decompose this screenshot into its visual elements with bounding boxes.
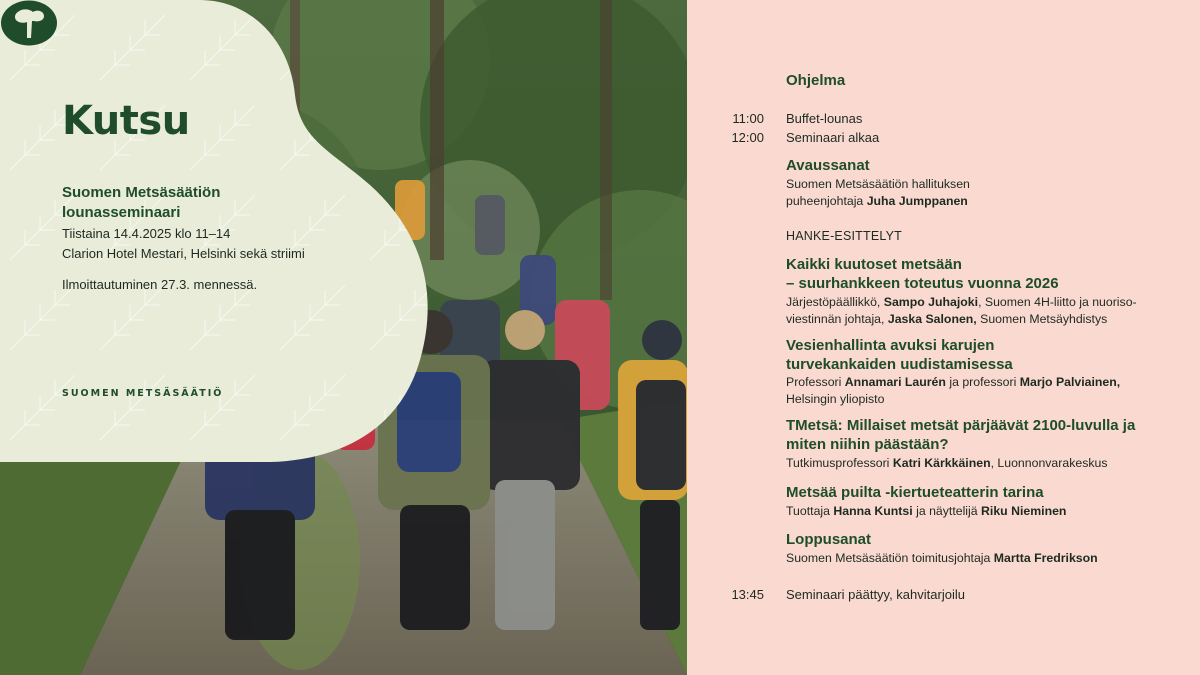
talk-title: Metsää puilta -kiertueteatterin tarina (786, 484, 1044, 501)
speaker-affiliation: , Luonnonvarakeskus (990, 456, 1108, 470)
closing-speaker (786, 550, 1196, 567)
speaker-name: Annamari Laurén (844, 375, 946, 389)
talk-speakers (786, 374, 1196, 407)
schedule-item: Buffet-lounas (786, 111, 863, 126)
registration-deadline: Ilmoittautuminen 27.3. mennessä. (62, 277, 258, 292)
talk-title (786, 255, 1059, 293)
event-date-time: Tiistaina 14.4.2025 klo 11–14 (62, 226, 231, 241)
talk-speakers-line-1 (786, 455, 1196, 472)
schedule-time: 11:00 (732, 111, 764, 126)
opening-speaker (786, 176, 970, 209)
foundation-logo-text: SUOMEN METSÄSÄÄTIÖ (62, 388, 224, 399)
talk-speakers (786, 503, 1196, 520)
speaker-name: Riku Nieminen (981, 504, 1067, 518)
talk-title-line-2: – suurhankkeen toteutus vuonna 2026 (786, 275, 1059, 292)
schedule-time: 12:00 (731, 130, 764, 145)
talk-speakers (786, 294, 1196, 327)
talk-title-line-2: turvekankaiden uudistamisessa (786, 356, 1013, 373)
schedule-time: 13:45 (731, 587, 764, 602)
opening-speaker-role: puheenjohtaja (786, 193, 867, 208)
schedule-item: Seminaari päättyy, kahvitarjoilu (786, 587, 965, 602)
talk-title-line-1: Vesienhallinta avuksi karujen (786, 337, 995, 354)
speaker-affiliation: Helsingin yliopisto (786, 391, 885, 406)
speaker-name: Hanna Kuntsi (833, 504, 913, 518)
invitation-title: Kutsu (62, 98, 190, 144)
event-name-line-1: Suomen Metsäsäätiön (62, 184, 221, 201)
speaker-name: Katri Kärkkäinen (892, 456, 991, 470)
program-heading: Ohjelma (786, 72, 846, 89)
talk-title-line-2: miten niihin päästään? (786, 436, 949, 453)
talk-title-line-1: Kaikki kuutoset metsään (786, 256, 962, 273)
program-panel (687, 0, 1200, 675)
invitation-card (0, 0, 440, 470)
schedule-item: Seminaari alkaa (786, 130, 880, 145)
talk-speakers-line-2 (786, 311, 1196, 328)
talk-title-line-1: TMetsä: Millaiset metsät pärjäävät 2100-luvulla ja (786, 417, 1136, 434)
closing-title: Loppusanat (786, 531, 871, 548)
speaker-role: Professori (786, 375, 845, 389)
event-venue: Clarion Hotel Mestari, Helsinki sekä striimi (62, 246, 305, 261)
event-name (62, 183, 282, 223)
speaker-role: Suomen Metsäsäätiön toimitusjohtaja (786, 551, 994, 565)
speaker-role: ja professori (945, 375, 1020, 389)
speaker-name: Jaska Salonen, (887, 311, 977, 326)
section-label: HANKE-ESITTELYT (786, 229, 902, 243)
talk-title (786, 416, 1135, 454)
opening-speaker-line-1: Suomen Metsäsäätiön hallituksen (786, 177, 970, 191)
speaker-affiliation: Suomen Metsäyhdistys (976, 311, 1108, 326)
closing-speaker-line-1 (786, 550, 1196, 567)
speaker-role: Tuottaja (786, 504, 834, 518)
speaker-name: Marjo Palviainen, (1019, 375, 1121, 389)
talk-title (786, 336, 1013, 374)
speaker-name: Sampo Juhajoki (883, 295, 979, 309)
speaker-role: viestinnän johtaja, (786, 311, 888, 326)
opening-title: Avaussanat (786, 157, 870, 174)
opening-speaker-line-2 (786, 193, 970, 210)
event-name-line-2: lounasseminaari (62, 204, 181, 221)
talk-speakers-line-1 (786, 294, 1196, 311)
speaker-role: Järjestöpäällikkö, (786, 295, 884, 309)
talk-speakers-line-1 (786, 374, 1196, 391)
talk-speakers-line-1 (786, 503, 1196, 520)
opening-speaker-name: Juha Jumppanen (866, 193, 968, 208)
speaker-name: Martta Fredrikson (993, 551, 1098, 565)
speaker-role: ja näyttelijä (912, 504, 982, 518)
speaker-affiliation: , Suomen 4H-liitto ja nuoriso- (978, 295, 1137, 309)
foundation-logo-icon (0, 0, 58, 46)
speaker-role: Tutkimusprofessori (786, 456, 893, 470)
talk-speakers (786, 455, 1196, 472)
